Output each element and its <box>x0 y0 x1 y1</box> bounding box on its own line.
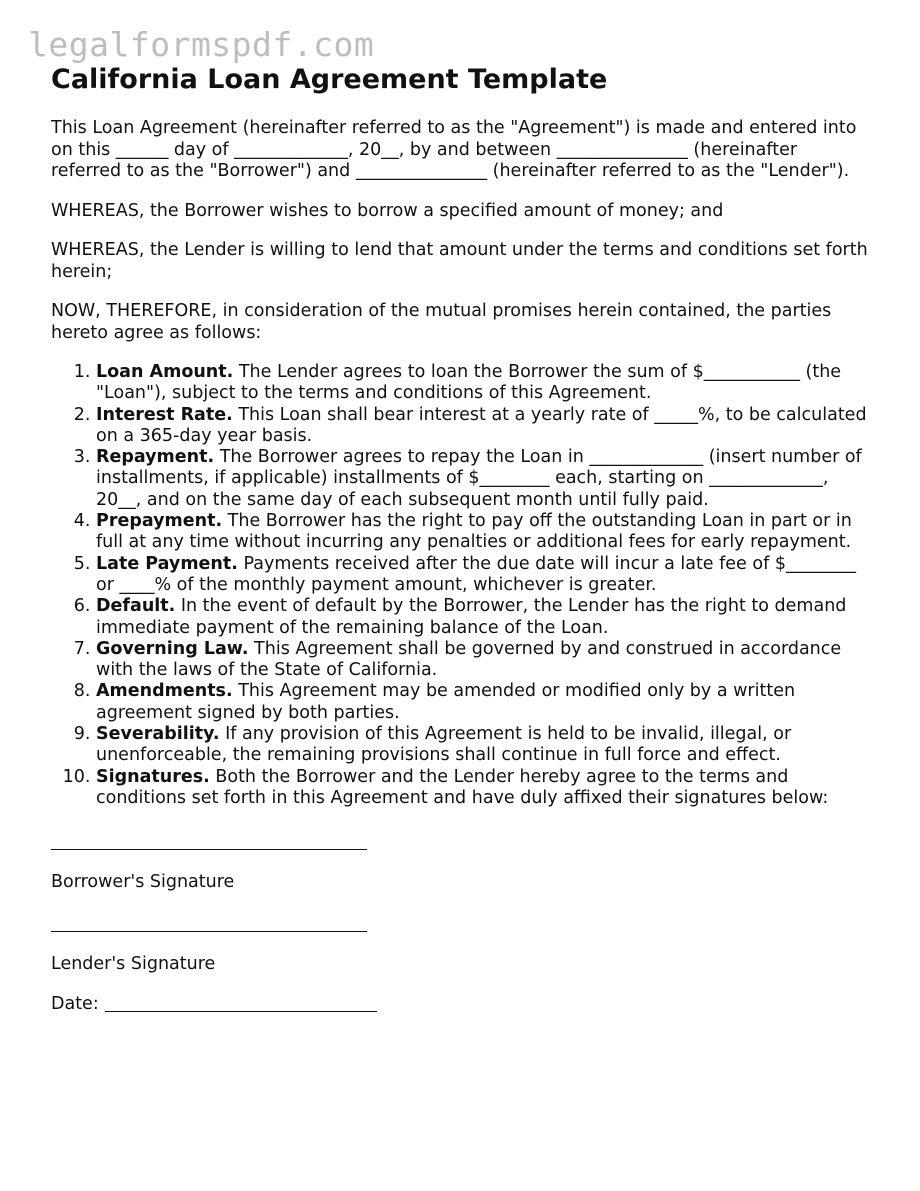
clause-text: This Agreement may be amended or modified only by a written agreement signed by both parties. <box>96 681 796 723</box>
clause-heading: Prepayment. <box>96 511 223 532</box>
clause-item <box>96 724 871 767</box>
date-row <box>51 994 871 1015</box>
clause-heading: Interest Rate. <box>96 404 233 425</box>
clause-heading: Loan Amount. <box>96 362 234 382</box>
whereas-paragraph-1: WHEREAS, the Borrower wishes to borrow a specified amount of money; and <box>51 200 724 221</box>
watermark: legalformspdf.com <box>28 25 375 64</box>
clause-text: This Loan shall bear interest at a yearly rate of _____%, to be calculated on a 365-day year basis. <box>96 404 867 446</box>
clause-text: Payments received after the due date will incur a late fee of $________ or ____% of the monthly payment amount, whichever is greater. <box>96 553 856 595</box>
clause-heading: Severability. <box>96 724 220 745</box>
whereas-paragraph-2: WHEREAS, the Lender is willing to lend that amount under the terms and conditions set forth herein; <box>51 240 868 282</box>
intro-paragraph: This Loan Agreement (hereinafter referred to as the "Agreement") is made and entered into on this ______ day of _____________, 20__, by and between _______________ (hereinafter referred to as the "Borrower") and _______________ (hereinafter referred to as the "Lender"). <box>51 118 857 181</box>
now-therefore-paragraph: NOW, THEREFORE, in consideration of the mutual promises herein contained, the parties hereto agree as follows: <box>51 301 832 343</box>
clause-item <box>96 447 871 511</box>
clause-item <box>96 511 871 554</box>
borrower-signature-line[interactable] <box>51 849 367 850</box>
clause-item <box>96 767 871 810</box>
clause-item <box>96 405 871 448</box>
lender-signature-line[interactable] <box>51 931 367 932</box>
lender-signature-label: Lender's Signature <box>51 954 216 975</box>
date-label: Date: <box>51 994 99 1015</box>
clause-text: The Borrower agrees to repay the Loan in _____________ (insert number of installments, if applicable) installments of $________ each, starting on _____________, 20__, and on the same day of each subsequent month until fully paid. <box>96 447 862 510</box>
clause-text: If any provision of this Agreement is held to be invalid, illegal, or unenforceable, the remaining provisions shall continue in full force and effect. <box>96 724 792 766</box>
clause-item <box>96 362 871 405</box>
document-title: California Loan Agreement Template <box>51 64 608 95</box>
clause-item <box>96 554 871 597</box>
clause-item <box>96 596 871 639</box>
clause-heading: Default. <box>96 596 176 617</box>
clause-text: The Borrower has the right to pay off the outstanding Loan in part or in full at any time without incurring any penalties or additional fees for early repayment. <box>96 511 852 553</box>
date-line[interactable] <box>105 1011 377 1012</box>
clause-text: This Agreement shall be governed by and construed in accordance with the laws of the State of California. <box>96 638 842 681</box>
clause-text: Both the Borrower and the Lender hereby agree to the terms and conditions set forth in this Agreement and have duly affixed their signatures below: <box>96 766 829 808</box>
clause-heading: Late Payment. <box>96 553 238 574</box>
clause-heading: Governing Law. <box>96 638 249 659</box>
clause-text: The Lender agrees to loan the Borrower the sum of $___________ (the "Loan"), subject to the terms and conditions of this Agreement. <box>96 362 842 404</box>
clause-heading: Signatures. <box>96 766 210 787</box>
document-page <box>51 60 871 1015</box>
clause-item <box>96 681 871 724</box>
clause-item <box>96 639 871 682</box>
clause-heading: Amendments. <box>96 681 233 702</box>
clause-list <box>51 362 871 809</box>
borrower-signature-label: Borrower's Signature <box>51 872 235 893</box>
clause-text: In the event of default by the Borrower, the Lender has the right to demand immediate payment of the remaining balance of the Loan. <box>96 596 847 638</box>
clause-heading: Repayment. <box>96 447 215 468</box>
